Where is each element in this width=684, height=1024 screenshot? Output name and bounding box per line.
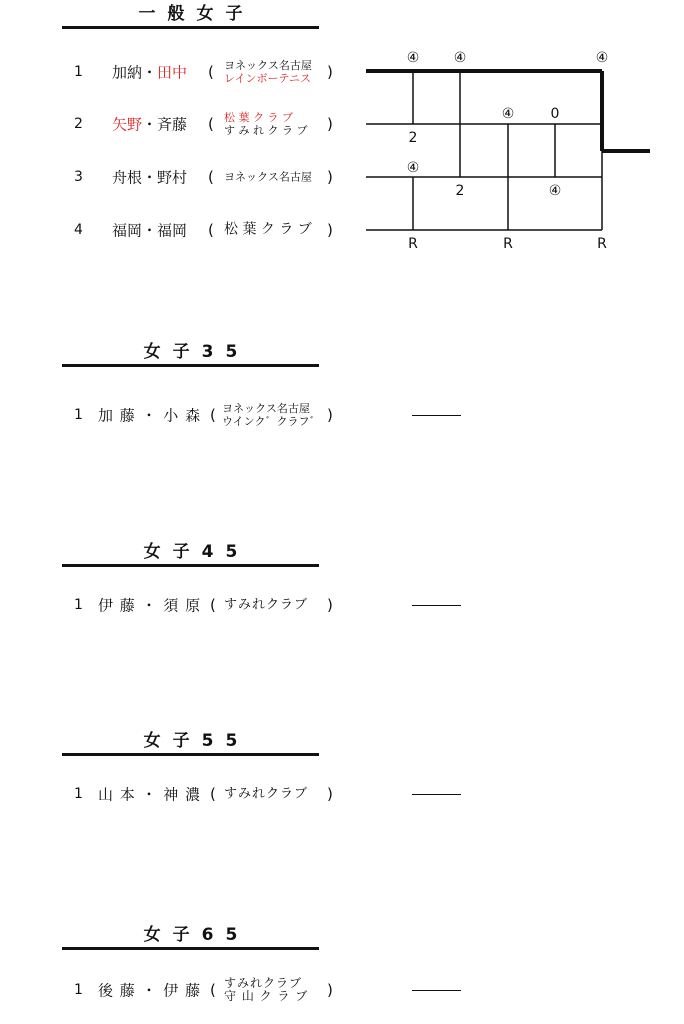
paren-open: ( [210,785,216,803]
retire-label: R [503,236,513,252]
no-match-dash [412,415,461,416]
player-names: 舟根・野村 [112,168,188,187]
paren-close: ) [327,168,333,186]
paren-open: ( [210,596,216,614]
score-label: ④ [501,106,515,122]
paren-open: ( [210,981,216,999]
paren-close: ) [327,596,333,614]
club-name: すみれクラブ [224,597,309,613]
retire-label: R [408,236,418,252]
table-row [0,970,360,1010]
paren-close: ) [327,221,333,239]
entry-number: 1 [74,597,83,613]
no-match-dash [412,794,461,795]
player-names: 後 藤 ・ 伊 藤 [98,981,202,1000]
score-label: ④ [595,50,609,66]
club-name: 松 葉 ク ラ ブ す み れ ク ラ ブ [224,111,308,137]
paren-open: ( [208,115,214,133]
table-row [0,774,360,814]
score-label: 2 [455,183,465,199]
player-names: 山 本 ・ 神 濃 [98,785,202,804]
table-row [0,157,360,197]
entry-number: 1 [74,786,83,802]
table-row [0,52,360,92]
table-row [0,210,360,250]
score-label: ④ [406,50,420,66]
player-names: 矢野・斉藤 [112,115,188,134]
entry-number: 1 [74,64,83,80]
score-label: ④ [406,160,420,176]
club-name: ヨネックス名古屋 ウインク゛クラフ゛ [222,402,321,428]
score-label: ④ [548,183,562,199]
score-label: 0 [550,106,560,122]
entry-number: 3 [74,169,83,185]
paren-close: ) [327,63,333,81]
table-row [0,585,360,625]
paren-close: ) [327,981,333,999]
player-names: 加納・田中 [112,63,188,82]
paren-open: ( [208,168,214,186]
club-name: すみれクラブ [224,786,309,802]
entry-number: 1 [74,407,83,423]
score-label: ④ [453,50,467,66]
paren-open: ( [210,406,216,424]
section-title-w45: 女子45 [62,540,319,567]
paren-open: ( [208,221,214,239]
retire-label: R [597,236,607,252]
paren-open: ( [208,63,214,81]
table-row [0,104,360,144]
player-names: 伊 藤 ・ 須 原 [98,596,202,615]
score-label: 2 [408,130,418,146]
club-name: ヨネックス名古屋 [224,170,312,184]
club-name: すみれクラブ 守 山 ク ラ ブ [224,976,309,1003]
no-match-dash [412,990,461,991]
entry-number: 1 [74,982,83,998]
club-name: ヨネックス名古屋 レインボーテニス [224,59,312,85]
club-name: 松 葉 ク ラ ブ [224,221,312,238]
section-title-w35: 女子35 [62,340,319,367]
entry-number: 2 [74,116,83,132]
table-row [0,395,360,435]
entry-number: 4 [74,222,83,238]
section-title-w55: 女子55 [62,729,319,756]
paren-close: ) [327,115,333,133]
player-names: 福岡・福岡 [112,221,188,240]
paren-close: ) [327,785,333,803]
paren-close: ) [327,406,333,424]
section-title-general: 一般女子 [62,2,319,29]
no-match-dash [412,605,461,606]
section-title-w65: 女子65 [62,923,319,950]
bracket-diagram [360,40,660,260]
player-names: 加 藤 ・ 小 森 [98,406,202,425]
